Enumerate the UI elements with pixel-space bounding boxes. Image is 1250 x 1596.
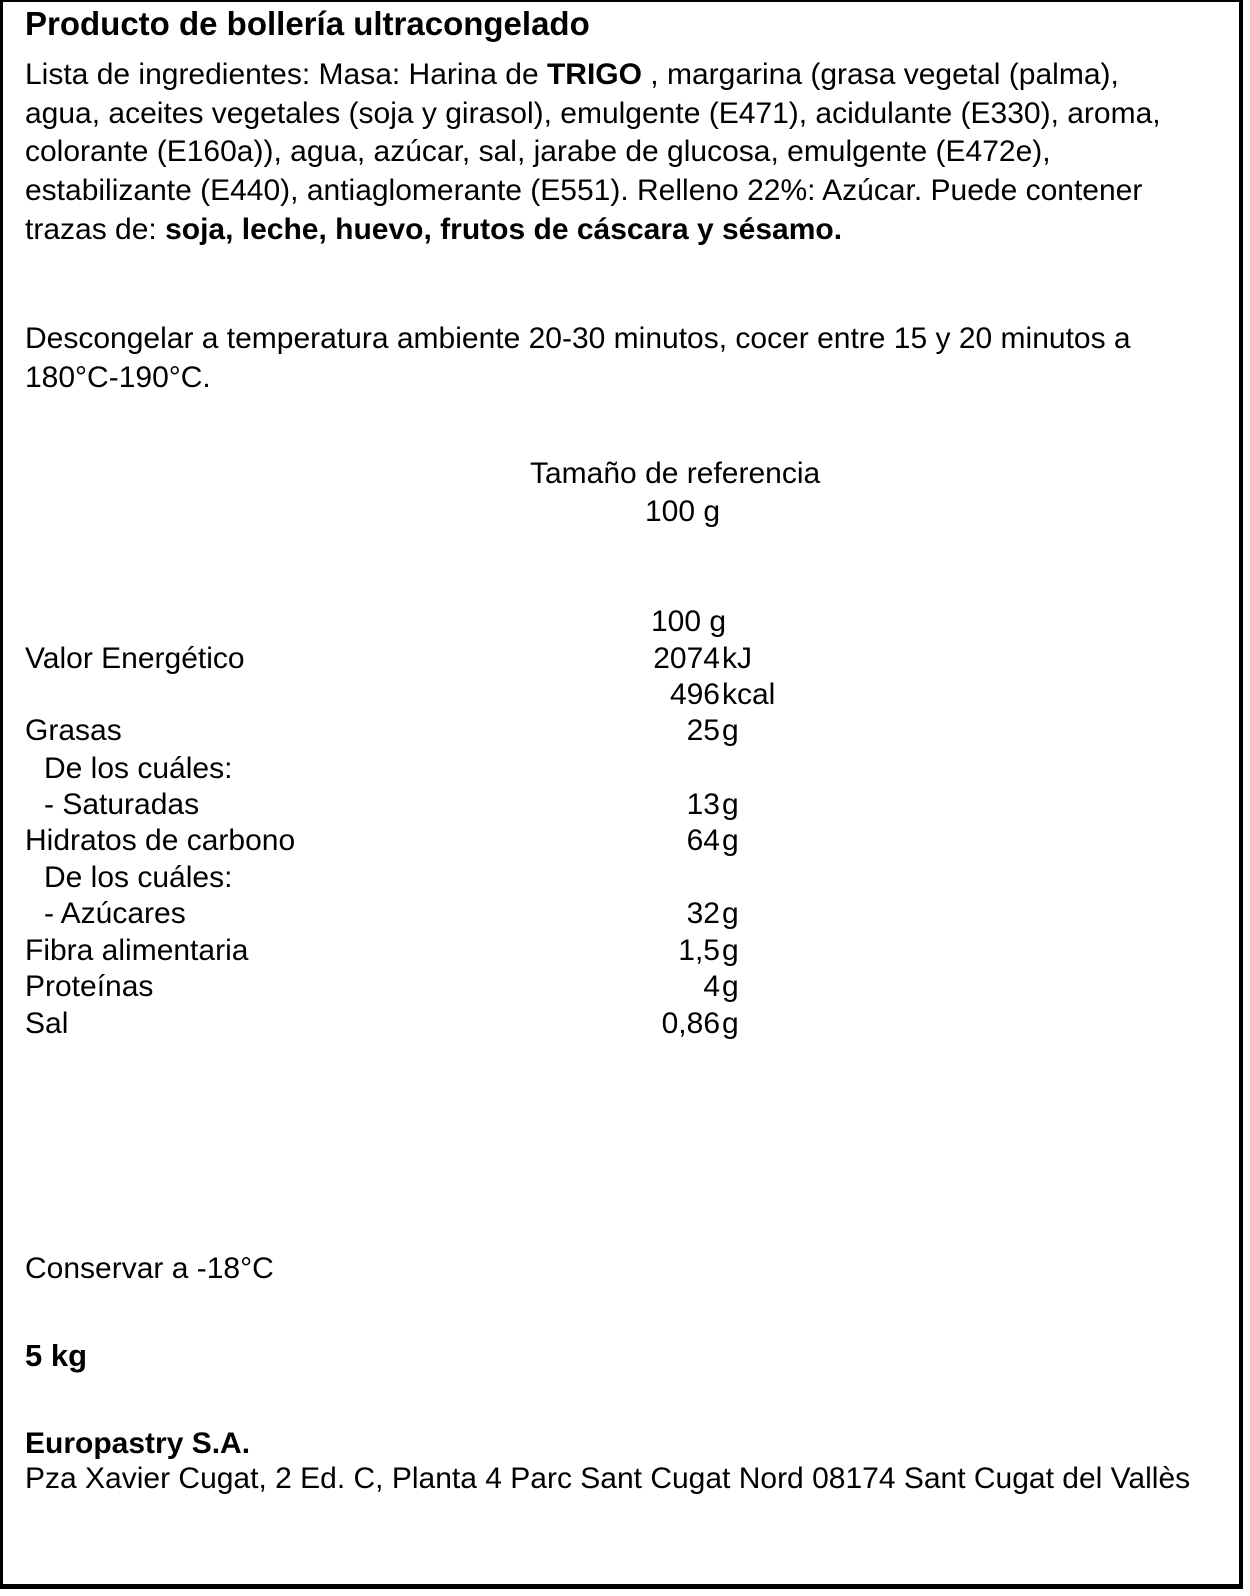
nutrition-column-header: 100 g [651,605,727,638]
nutrition-label-of-which-1: De los cuáles: [44,752,233,785]
allergen-traces: soja, leche, huevo, frutos de cáscara y sésamo. [165,212,843,246]
allergen-wheat: TRIGO [546,58,642,91]
nutrition-label-fibre: Fibra alimentaria [25,934,249,967]
net-weight: 5 kg [25,1338,88,1373]
company-address: Pza Xavier Cugat, 2 Ed. C, Planta 4 Parc Sant Cugat Nord 08174 Sant Cugat del Vallès [25,1462,1191,1495]
nutrition-unit-kj: kJ [722,642,752,675]
nutrition-label-saturated: - Saturadas [44,788,200,821]
nutrition-value-sugars: 32 [686,897,720,930]
ingredients-body: , margarina (grasa vegetal (palma), agua, aceites vegetales (soja y girasol), emulgente (E471), acidulante (E330), aroma, colorante (E160a)), agua, azúcar, sal, jarabe de glucosa, emulgente (E472e), estabilizante (E440), antiaglomerante (E551). Relleno 22%: Azúcar. Puede contener trazas de: [25,58,1161,246]
nutrition-label-salt: Sal [25,1007,69,1040]
nutrition-value-energy-kj: 2074 [653,642,720,675]
nutrition-unit-protein: g [722,970,739,1003]
nutrition-value-fat: 25 [686,714,720,747]
nutrition-value-protein: 4 [703,970,720,1003]
nutrition-unit-fat: g [722,714,739,747]
product-title: Producto de bollería ultracongelado [25,5,590,42]
nutrition-value-salt: 0,86 [661,1007,720,1040]
nutrition-label-sugars: - Azúcares [44,897,186,930]
ingredients-list [25,56,1195,250]
nutrition-value-fibre: 1,5 [678,934,720,967]
nutrition-unit-kcal: kcal [722,678,776,711]
nutrition-label-carbs: Hidratos de carbono [25,824,296,857]
nutrition-unit-sugars: g [722,897,739,930]
nutrition-unit-carbs: g [722,824,739,857]
nutrition-value-carbs: 64 [686,824,720,857]
nutrition-value-energy-kcal: 496 [669,678,720,711]
ingredients-prefix: Lista de ingredientes: Masa: Harina de [25,58,547,91]
reference-size-title: Tamaño de referencia [530,457,821,490]
reference-size-value: 100 g [645,495,721,528]
nutrition-unit-salt: g [722,1007,739,1040]
nutrition-label-of-which-2: De los cuáles: [44,861,233,894]
storage-instructions: Conservar a -18°C [25,1252,274,1285]
preparation-instructions: Descongelar a temperatura ambiente 20-30 minutos, cocer entre 15 y 20 minutos a 180°C-190°C. [25,322,1131,394]
nutrition-label-protein: Proteínas [25,970,154,1003]
company-name: Europastry S.A. [25,1427,251,1460]
nutrition-label-fat: Grasas [25,714,122,747]
nutrition-unit-fibre: g [722,934,739,967]
nutrition-label-energy: Valor Energético [25,642,245,675]
nutrition-unit-saturated: g [722,788,739,821]
nutrition-value-saturated: 13 [686,788,720,821]
